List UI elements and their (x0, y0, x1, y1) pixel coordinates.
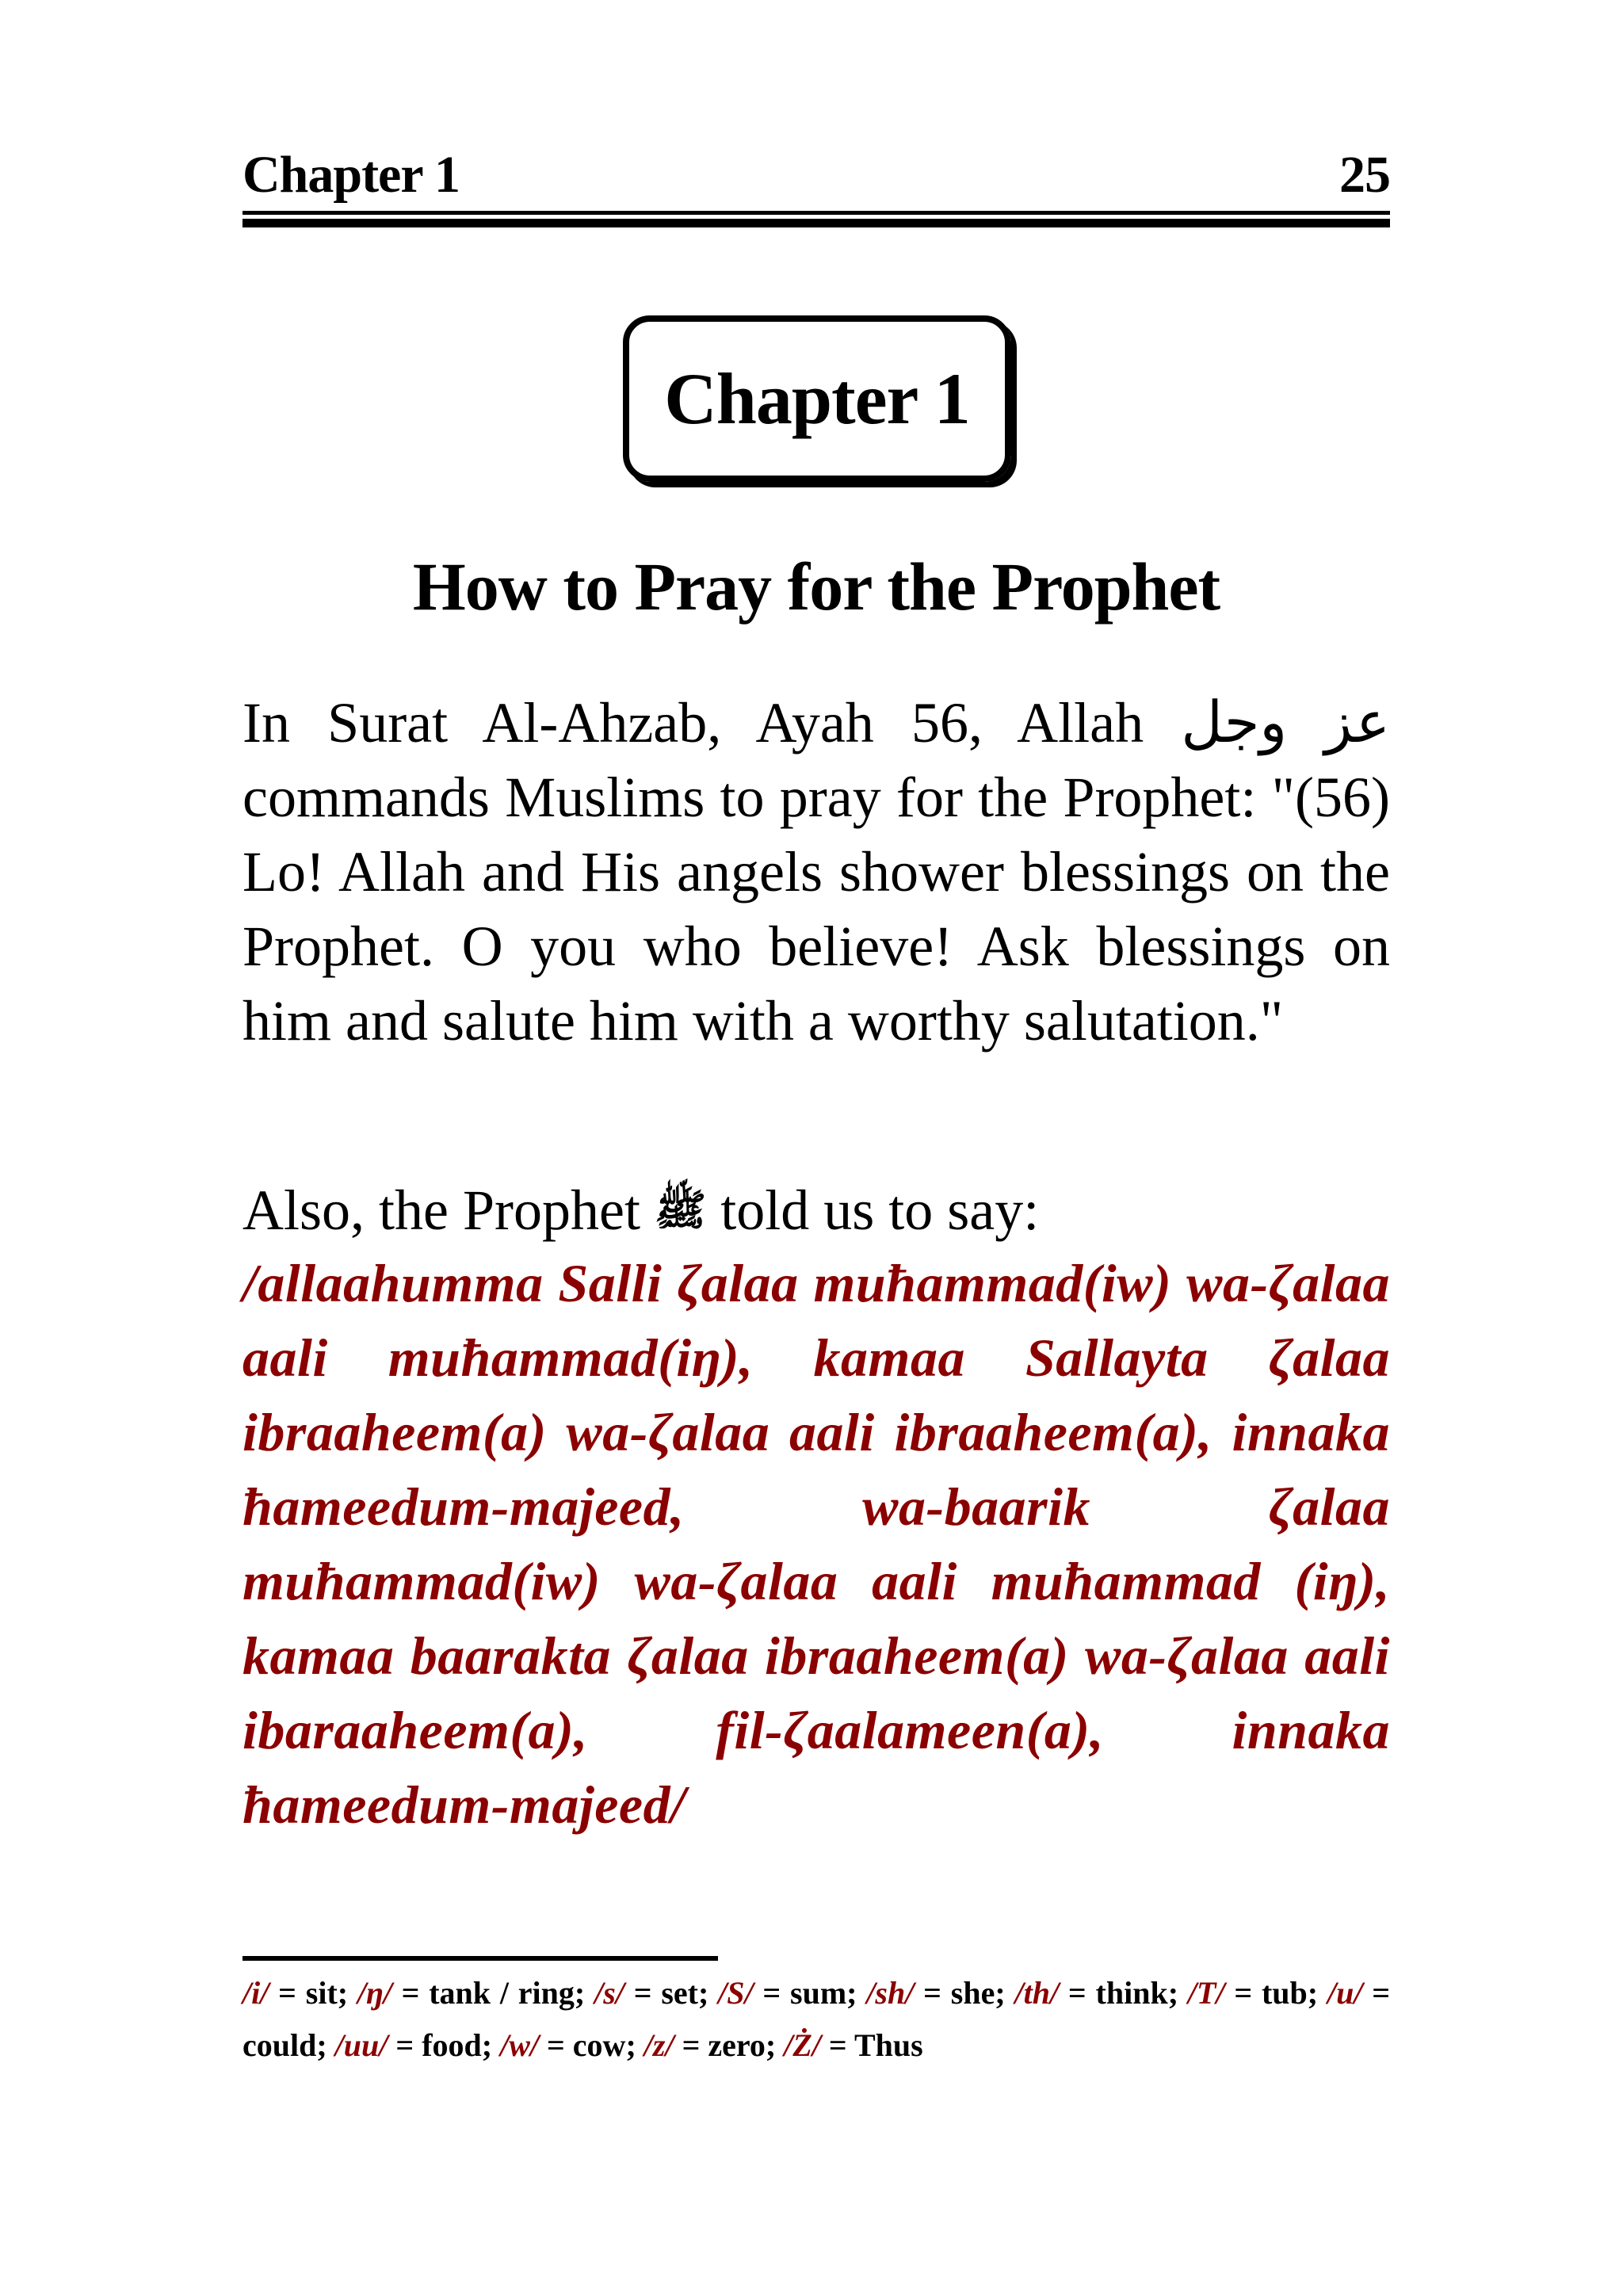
footnote-value: set; (661, 1975, 709, 2011)
footnote-key: /T/ (1187, 1975, 1225, 2011)
footnote-item: /S/ = sum; (718, 1975, 857, 2011)
footnote-key: /i/ (242, 1975, 269, 2011)
footnote-key: /z/ (643, 2027, 674, 2063)
footnote-rule (242, 1956, 718, 1961)
chapter-box (623, 315, 1011, 482)
footnote-key: /Ż/ (784, 2027, 821, 2063)
footnote-value: she; (950, 1975, 1006, 2011)
footnote-key: /sh/ (866, 1975, 915, 2011)
footnote-key: /th/ (1014, 1975, 1060, 2011)
chapter-box-label: Chapter 1 (664, 358, 970, 439)
footnote-value: food; (422, 2027, 493, 2063)
footnote-value: sit; (305, 1975, 349, 2011)
footnotes (242, 1967, 1390, 2072)
footnote-key: /S/ (718, 1975, 754, 2011)
book-page (242, 0, 1390, 2296)
footnote-key: /ŋ/ (357, 1975, 392, 2011)
section-title: How to Pray for the Prophet (412, 548, 1220, 625)
footnote-item: /s/ = set; (594, 1975, 709, 2011)
header-page-number: 25 (1339, 146, 1390, 204)
footnote-value: tub; (1261, 1975, 1319, 2011)
footnote-item: /Ż/ = Thus (784, 2027, 923, 2063)
footnote-value: think; (1095, 1975, 1179, 2011)
footnote-key: /uu/ (334, 2027, 388, 2063)
footnote-item: /T/ = tub; (1187, 1975, 1319, 2011)
footnote-key: /w/ (500, 2027, 539, 2063)
footnote-item: /uu/ = food; (334, 2027, 493, 2063)
paragraph-2-before: Also, the Prophet (242, 1179, 640, 1242)
footnote-item: /z/ = zero; (643, 2027, 777, 2063)
footnote-item: /ŋ/ = tank / ring; (357, 1975, 586, 2011)
paragraph-2-after: told us to say: (720, 1179, 1040, 1242)
header-rule-thin (242, 211, 1390, 215)
honorific-symbol: ﷺ (654, 1186, 707, 1234)
running-header (242, 143, 1390, 214)
footnote-key: /s/ (594, 1975, 624, 2011)
footnote-value: sum; (790, 1975, 857, 2011)
footnote-item: /i/ = sit; (242, 1975, 349, 2011)
footnote-value: zero; (708, 2027, 777, 2063)
footnote-value: tank / ring; (429, 1975, 586, 2011)
paragraph-surat-al-ahzab: In Surat Al-Ahzab, Ayah 56, Allah عز وجل commands Muslims to pray for the Prophet: "(56) Lo! Allah and His angels shower blessings on the Prophet. O you who believe! Ask blessings on him and salute him with a worthy salutation." (242, 691, 1391, 1052)
footnote-item: /sh/ = she; (866, 1975, 1006, 2011)
footnote-item: /w/ = cow; (500, 2027, 636, 2063)
footnote-value: Thus (854, 2027, 923, 2063)
footnote-item: /u/ = could; (242, 1975, 1391, 2063)
header-rule-thick (242, 219, 1390, 227)
transliteration-text: /allaahumma Salli ζalaa muħammad(iw) wa-ζalaa aali muħammad(iŋ), kamaa Sallayta ζalaa ibraaheem(a) wa-ζalaa aali ibraaheem(a), innaka ħameedum-majeed, wa-baarik ζalaa muħammad(iw) wa-ζalaa aali muħammad (iŋ), kamaa baarakta ζalaa ibraaheem(a) wa-ζalaa aali ibaraaheem(a), fil-ζaalameen(a), innaka ħameedum-majeed/ (242, 1253, 1390, 1835)
footnote-value: could; (242, 2027, 327, 2063)
footnote-key: /u/ (1327, 1975, 1363, 2011)
footnote-item: /th/ = think; (1014, 1975, 1179, 2011)
paragraph-prophet-told-us (242, 1173, 1390, 1247)
footnote-value: cow; (572, 2027, 636, 2063)
header-chapter-label: Chapter 1 (242, 146, 460, 204)
